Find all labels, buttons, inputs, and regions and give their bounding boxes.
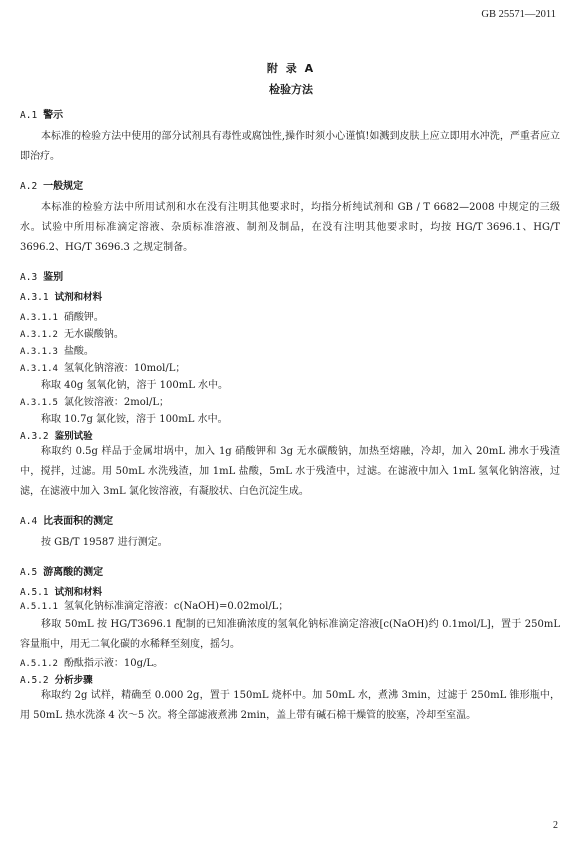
section-heading-a2: A.2 一般规定 xyxy=(20,181,84,192)
section-a32-text: 称取约 0.5g 样品于金属坩埚中，加入 1g 硝酸钾和 3g 无水碳酸钠，加热至熔融，冷却，加入 20mL 沸水于残渣中，搅拌，过滤。用 50mL 水洗残渣，加 1mL 盐酸，5mL 水于残渣中，过滤。在滤液中加入 1mL 氢氧化钠溶液，过滤，在滤液中加入 3mL 氯化铵溶液，有凝胶状、白色沉淀生成。 xyxy=(20,446,560,497)
section-a52-text: 称取约 2g 试样，精确至 0.000 2g，置于 150mL 烧杯中。加 50mL 水，煮沸 3min，过滤于 250mL 锥形瓶中，用 50mL 热水洗涤 4 次～5 次。将全部滤液煮沸 2min，盖上带有碱石棉干燥管的胶塞，冷却至室温。 xyxy=(20,690,560,721)
list-item-a314: A.3.1.4 氢氧化钠溶液：10mol/L； xyxy=(20,363,186,374)
list-item-a315-detail: 称取 10.7g 氯化铵，溶于 100mL 水中。 xyxy=(41,414,228,425)
section-heading-a4: A.4 比表面积的测定 xyxy=(20,516,114,527)
list-item-a315: A.3.1.5 氯化铵溶液：2mol/L； xyxy=(20,397,170,408)
subsection-heading-a31: A.3.1 试剂和材料 xyxy=(20,292,103,303)
subsection-heading-a32: A.3.2 鉴别试验 xyxy=(20,431,93,442)
standard-code: GB 25571—2011 xyxy=(481,9,556,20)
appendix-title: 附 录 A xyxy=(266,62,316,75)
section-heading-a3: A.3 鉴别 xyxy=(20,272,64,283)
list-item-a512: A.5.1.2 酚酞指示液：10g/L。 xyxy=(20,658,164,669)
list-item-a312: A.3.1.2 无水碳酸钠。 xyxy=(20,329,124,340)
page-number: 2 xyxy=(553,820,558,831)
section-heading-a1: A.1 警示 xyxy=(20,110,64,121)
subsection-heading-a51: A.5.1 试剂和材料 xyxy=(20,587,103,598)
appendix-subtitle: 检验方法 xyxy=(269,83,313,96)
section-a2-text: 本标准的检验方法中所用试剂和水在没有注明其他要求时，均指分析纯试剂和 GB / T 6682—2008 中规定的三级水。试验中所用标准滴定溶液、杂质标准溶液、制剂及制品，在没有注明其他要求时，均按 HG/T 3696.1、HG/T 3696.2、HG/T 3696.3 之规定制备。 xyxy=(20,202,560,253)
list-item-a511: A.5.1.1 氢氧化钠标准滴定溶液：c(NaOH)=0.02mol/L； xyxy=(20,601,289,612)
list-item-a511-detail: 移取 50mL 按 HG/T3696.1 配制的已知准确浓度的氢氧化钠标准滴定溶液[c(NaOH)约 0.1mol/L]，置于 250mL 容量瓶中，用无二氧化碳的水稀释至刻度，摇匀。 xyxy=(20,619,560,650)
list-item-a313: A.3.1.3 盐酸。 xyxy=(20,346,94,357)
list-item-a311: A.3.1.1 硝酸钾。 xyxy=(20,312,104,323)
list-item-a314-detail: 称取 40g 氢氧化钠，溶于 100mL 水中。 xyxy=(41,380,229,391)
section-a4-text: 按 GB/T 19587 进行测定。 xyxy=(41,537,168,548)
section-a1-text: 本标准的检验方法中使用的部分试剂具有毒性或腐蚀性,操作时须小心谨慎!如溅到皮肤上应立即用水冲洗，严重者应立即治疗。 xyxy=(20,131,560,162)
subsection-heading-a52: A.5.2 分析步骤 xyxy=(20,675,93,686)
document-body xyxy=(20,100,560,726)
section-heading-a5: A.5 游离酸的测定 xyxy=(20,567,104,578)
